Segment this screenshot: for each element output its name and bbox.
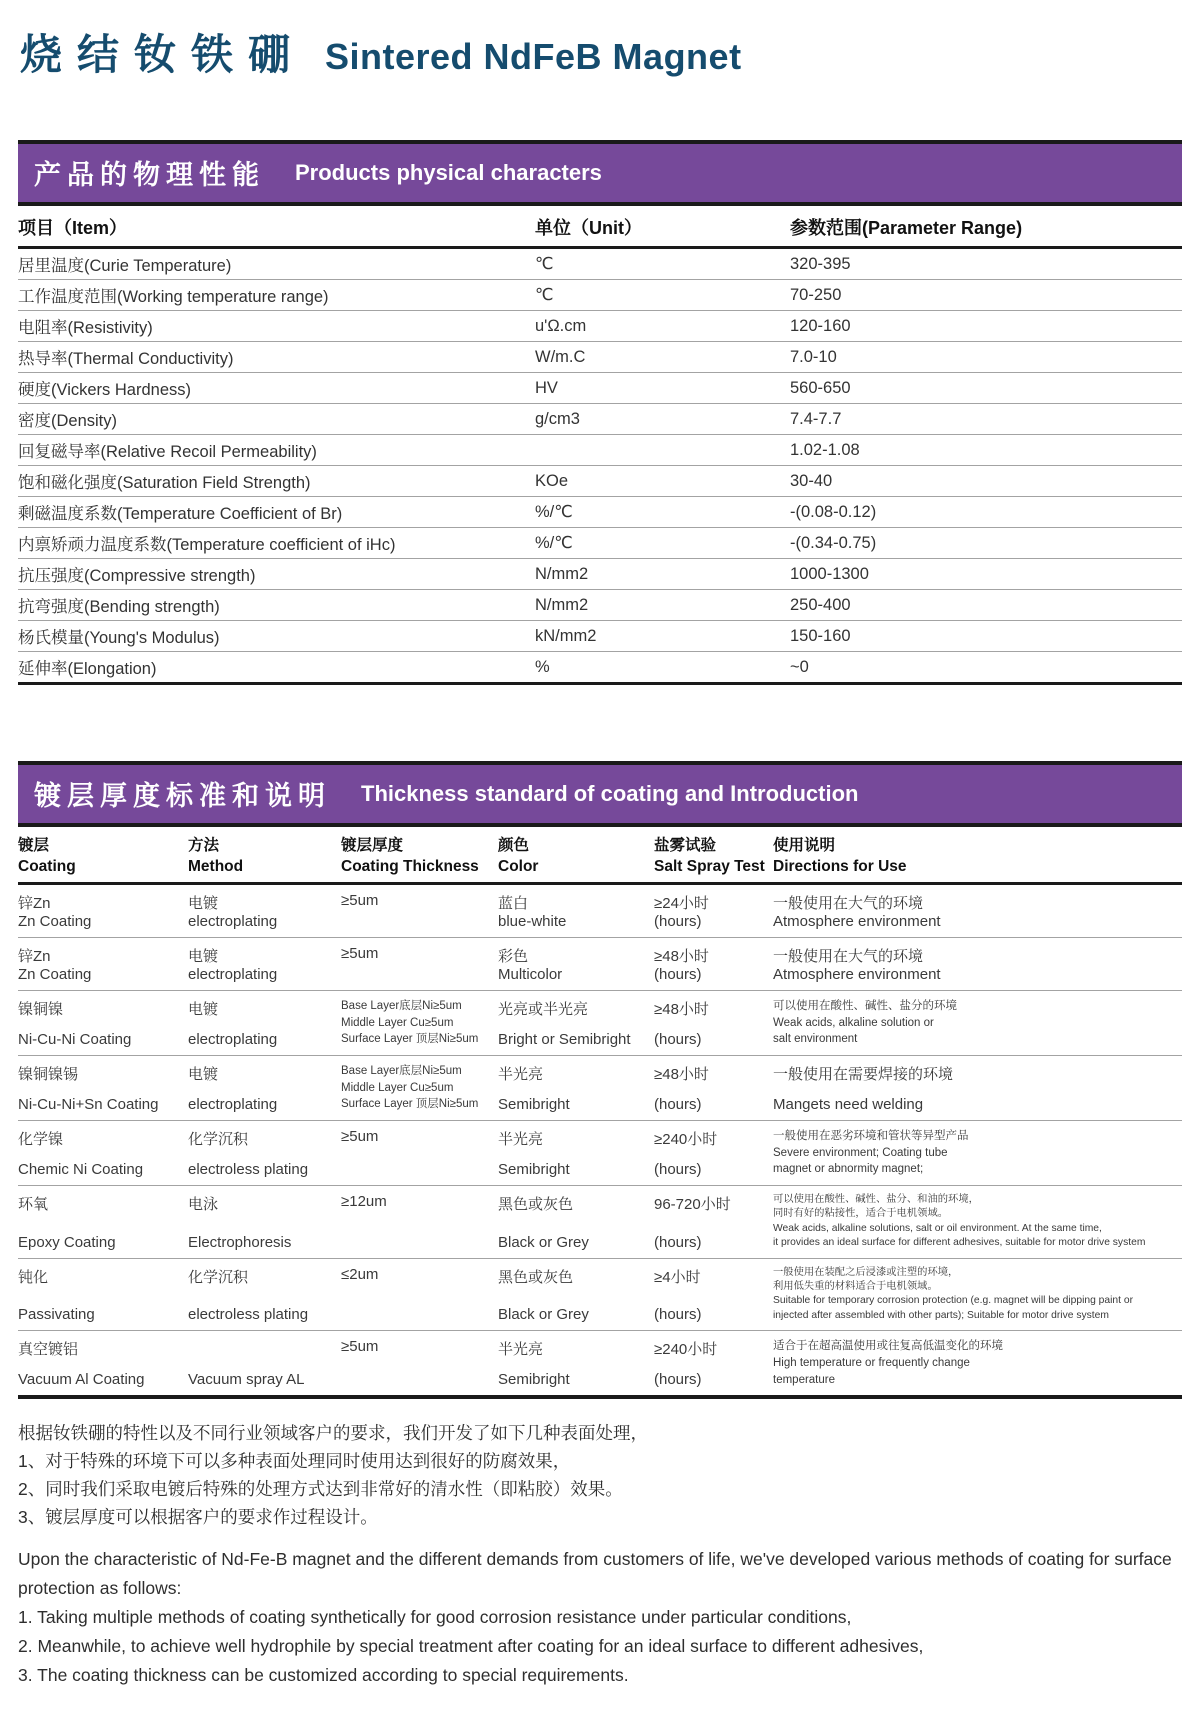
cell-line: ≥24小时 [654, 895, 709, 912]
cell-range: ~0 [790, 657, 809, 676]
cell-line: (hours) [654, 1371, 702, 1389]
cell-unit: kN/mm2 [535, 626, 597, 645]
cell-line: High temperature or frequently change [773, 1356, 970, 1369]
physical-header-unit: 单位（Unit） [535, 218, 642, 238]
cell-thickness [341, 1338, 498, 1388]
cell-line: Bright or Semibright [498, 1031, 631, 1049]
physical-header-item: 项目（Item） [18, 218, 128, 238]
cell-line: Zn Coating [18, 913, 92, 930]
physical-section-banner [18, 140, 1182, 206]
cell-directions [773, 1266, 1182, 1324]
header-zh: 镀层厚度 [341, 837, 404, 854]
cell-line: (hours) [654, 966, 702, 983]
cell-salt [654, 1063, 773, 1113]
physical-property-row [18, 589, 1182, 620]
physical-property-row [18, 434, 1182, 465]
cell-line: Passivating [18, 1306, 95, 1324]
coating-table [18, 827, 1182, 1399]
physical-banner-zh: 产品的物理性能 [34, 160, 265, 190]
header-en: Directions for Use [773, 858, 907, 875]
cell-method [188, 1193, 341, 1251]
cell-line: Epoxy Coating [18, 1233, 116, 1251]
coating-header-directions [773, 833, 1182, 876]
cell-unit: %/℃ [535, 503, 573, 521]
cell-coating [18, 892, 188, 930]
cell-salt [654, 1338, 773, 1388]
physical-property-row [18, 403, 1182, 434]
cell-line: Suitable for temporary corrosion protection (e.g. magnet will be dipping paint or [773, 1295, 1134, 1307]
physical-table-header [18, 206, 1182, 249]
cell-item: 硬度(Vickers Hardness) [18, 381, 191, 399]
cell-line: (hours) [654, 1096, 702, 1114]
cell-item: 密度(Density) [18, 412, 118, 430]
cell-coating [18, 1266, 188, 1324]
cell-line: 锌Zn [18, 948, 51, 965]
physical-table [18, 206, 1182, 685]
cell-line: ≥48小时 [654, 1066, 709, 1084]
cell-method [188, 1063, 341, 1113]
cell-line: electroplating [188, 966, 278, 983]
cell-line: Mangets need welding [773, 1096, 924, 1114]
cell-color [498, 1128, 654, 1178]
cell-range: 1.02-1.08 [790, 440, 860, 459]
coating-header-salt [654, 833, 773, 876]
cell-line: magnet or abnormity magnet; [773, 1163, 924, 1176]
cell-unit: u'Ω.cm [535, 316, 587, 335]
cell-line [188, 1338, 333, 1353]
cell-line: salt environment [773, 1033, 858, 1046]
physical-property-row [18, 341, 1182, 372]
cell-color [498, 1338, 654, 1388]
cell-method [188, 1128, 341, 1178]
cell-directions [773, 1193, 1182, 1251]
page-title-zh: 烧结钕铁硼 [20, 31, 306, 78]
cell-directions [773, 945, 1182, 983]
cell-coating [18, 1193, 188, 1251]
cell-thickness [341, 945, 498, 983]
cell-line: 真空镀铝 [18, 1341, 79, 1359]
header-zh: 盐雾试验 [654, 837, 717, 854]
cell-line: 可以使用在酸性、碱性、盐分的环境 [773, 1000, 957, 1012]
notes-english [18, 1545, 1182, 1690]
coating-header-color [498, 833, 654, 876]
cell-line: 电镀 [188, 895, 219, 912]
cell-thickness [341, 1128, 498, 1178]
coating-header-thickness [341, 833, 498, 876]
cell-thickness [341, 892, 498, 930]
cell-method [188, 998, 341, 1048]
cell-line: ≥240小时 [654, 1341, 718, 1359]
cell-line: Base Layer底层Ni≥5um [341, 1065, 462, 1078]
notes-zh-item: 2、同时我们采取电镀后特殊的处理方式达到非常好的清水性（即粘胶）效果。 [18, 1479, 623, 1500]
cell-item: 热导率(Thermal Conductivity) [18, 350, 234, 368]
cell-item: 内禀矫顽力温度系数(Temperature coefficient of iHc) [18, 536, 396, 554]
cell-directions [773, 998, 1182, 1048]
cell-item: 居里温度(Curie Temperature) [18, 257, 232, 275]
notes-chinese [18, 1419, 1182, 1531]
cell-coating [18, 998, 188, 1048]
cell-color [498, 998, 654, 1048]
cell-line: Base Layer底层Ni≥5um [341, 1000, 462, 1012]
cell-range: 150-160 [790, 626, 851, 645]
cell-line: 一般使用在大气的环境 [773, 895, 924, 912]
cell-range: 7.4-7.7 [790, 409, 842, 428]
cell-salt [654, 945, 773, 983]
cell-method [188, 892, 341, 930]
cell-line: (hours) [654, 913, 702, 930]
cell-item: 抗弯强度(Bending strength) [18, 598, 220, 616]
page-title [20, 22, 1182, 82]
cell-range: 560-650 [790, 378, 851, 397]
cell-unit: W/m.C [535, 347, 586, 366]
cell-salt [654, 1193, 773, 1251]
cell-line: 化学镍 [18, 1131, 64, 1149]
cell-item: 饱和磁化强度(Saturation Field Strength) [18, 474, 311, 492]
notes-en-intro: Upon the characteristic of Nd-Fe-B magnet and the different demands from customers of life, we've developed various methods of coating for surface protection as follows: [18, 1549, 1172, 1599]
cell-method [188, 1266, 341, 1324]
cell-thickness [341, 1193, 498, 1251]
cell-line: Semibright [498, 1161, 570, 1179]
cell-item: 电阻率(Resistivity) [18, 319, 153, 337]
physical-property-row [18, 620, 1182, 651]
cell-range: 1000-1300 [790, 564, 869, 583]
coating-table-header [18, 827, 1182, 885]
cell-line: 电泳 [188, 1196, 219, 1214]
cell-range: 30-40 [790, 471, 833, 490]
cell-line: 电镀 [188, 1001, 219, 1018]
header-en: Color [498, 858, 539, 875]
physical-banner-en: Products physical characters [295, 159, 602, 185]
cell-line: (hours) [654, 1031, 702, 1049]
cell-line: Multicolor [498, 966, 563, 983]
cell-line: Weak acids, alkaline solution or [773, 1016, 934, 1029]
cell-line: Surface Layer 顶层Ni≥5um [341, 1098, 479, 1111]
cell-method [188, 945, 341, 983]
physical-property-row [18, 527, 1182, 558]
cell-line: 化学沉积 [188, 1268, 249, 1286]
header-en: Salt Spray Test [654, 858, 765, 875]
physical-property-row [18, 558, 1182, 589]
cell-method [188, 1338, 341, 1388]
physical-property-row [18, 465, 1182, 496]
cell-color [498, 892, 654, 930]
cell-color [498, 1193, 654, 1251]
cell-line: 同时有好的粘接性，适合于电机领域。 [773, 1208, 949, 1220]
coating-row [18, 1055, 1182, 1120]
cell-line: Electrophoresis [188, 1233, 292, 1251]
cell-color [498, 1266, 654, 1324]
notes-zh-intro: 根据钕铁硼的特性以及不同行业领域客户的要求，我们开发了如下几种表面处理， [18, 1423, 648, 1444]
header-en: Method [188, 858, 244, 875]
cell-range: 70-250 [790, 285, 842, 304]
cell-line: Ni-Cu-Ni Coating [18, 1031, 132, 1049]
cell-coating [18, 945, 188, 983]
coating-banner-zh: 镀层厚度标准和说明 [34, 781, 331, 811]
coating-section-banner [18, 761, 1182, 827]
cell-line: Black or Grey [498, 1233, 589, 1251]
cell-line: (hours) [654, 1233, 702, 1251]
cell-salt [654, 892, 773, 930]
physical-header-range: 参数范围(Parameter Range) [790, 218, 1023, 238]
cell-unit: N/mm2 [535, 595, 589, 614]
cell-line: ≥5um [341, 945, 379, 962]
cell-item: 工作温度范围(Working temperature range) [18, 288, 329, 306]
header-en: Coating [18, 858, 76, 875]
cell-line: 镍铜镍 [18, 1001, 64, 1018]
cell-unit: g/cm3 [535, 409, 580, 428]
cell-line: 适合于在超高温使用或往复高低温变化的环境 [773, 1340, 1003, 1353]
cell-line: electroless plating [188, 1306, 309, 1324]
cell-line: Vacuum Al Coating [18, 1371, 145, 1389]
cell-line: (hours) [654, 1306, 702, 1324]
cell-coating [18, 1128, 188, 1178]
cell-line: Black or Grey [498, 1306, 589, 1324]
cell-line: ≥240小时 [654, 1131, 718, 1149]
cell-salt [654, 998, 773, 1048]
notes-zh-item: 1、对于特殊的环境下可以多种表面处理同时使用达到很好的防腐效果， [18, 1451, 571, 1472]
notes-en-item: 3. The coating thickness can be customized according to special requirements. [18, 1665, 629, 1686]
cell-line: 半光亮 [498, 1341, 544, 1359]
header-zh: 方法 [188, 837, 220, 854]
cell-line: Semibright [498, 1371, 570, 1389]
physical-property-row [18, 249, 1182, 279]
cell-item: 剩磁温度系数(Temperature Coefficient of Br) [18, 505, 343, 523]
cell-line: ≥5um [341, 1128, 379, 1146]
physical-property-row [18, 310, 1182, 341]
physical-property-row [18, 651, 1182, 682]
cell-directions [773, 1338, 1182, 1388]
cell-line: 一般使用在大气的环境 [773, 948, 924, 965]
cell-line: Severe environment; Coating tube [773, 1146, 948, 1159]
physical-property-row [18, 279, 1182, 310]
header-zh: 颜色 [498, 837, 530, 854]
cell-unit: N/mm2 [535, 564, 589, 583]
cell-unit: %/℃ [535, 534, 573, 552]
cell-coating [18, 1338, 188, 1388]
cell-item: 延伸率(Elongation) [18, 660, 157, 678]
physical-property-row [18, 372, 1182, 403]
cell-line: 一般使用在装配之后浸漆或注塑的环境， [773, 1266, 959, 1278]
cell-salt [654, 1266, 773, 1324]
cell-line: 环氧 [18, 1196, 49, 1214]
cell-line: Weak acids, alkaline solutions, salt or oil environment. At the same time, [773, 1222, 1102, 1234]
cell-line: blue-white [498, 913, 567, 930]
cell-line: 光亮或半光亮 [498, 1001, 589, 1018]
cell-line: electroless plating [188, 1161, 309, 1179]
cell-color [498, 1063, 654, 1113]
physical-table-body [18, 249, 1182, 682]
cell-salt [654, 1128, 773, 1178]
cell-line: ≥48小时 [654, 1001, 709, 1018]
cell-line: Middle Layer Cu≥5um [341, 1016, 454, 1029]
header-zh: 使用说明 [773, 837, 836, 854]
cell-line: electroplating [188, 1031, 278, 1049]
cell-line: 蓝白 [498, 895, 529, 912]
cell-line: injected after assembled with other parts); Suitable for motor drive system [773, 1309, 1109, 1321]
cell-line: ≤2um [341, 1265, 379, 1283]
cell-line: ≥5um [341, 1338, 379, 1356]
cell-line: Ni-Cu-Ni+Sn Coating [18, 1096, 159, 1114]
cell-line: 96-720小时 [654, 1196, 731, 1214]
coating-row [18, 1185, 1182, 1258]
cell-range: -(0.08-0.12) [790, 502, 877, 521]
cell-directions [773, 1063, 1182, 1113]
cell-unit: ℃ [535, 286, 554, 304]
physical-property-row [18, 496, 1182, 527]
coating-row [18, 1120, 1182, 1185]
cell-item: 回复磁导率(Relative Recoil Permeability) [18, 443, 317, 461]
cell-thickness [341, 998, 498, 1048]
cell-line: it provides an ideal surface for different adhesives, suitable for motor drive system [773, 1237, 1146, 1249]
cell-line: 一般使用在恶劣环境和管状等异型产品 [773, 1130, 969, 1143]
cell-line: 镍铜镍锡 [18, 1066, 79, 1084]
cell-unit: ℃ [535, 255, 554, 273]
cell-range: 7.0-10 [790, 347, 837, 366]
cell-line: 彩色 [498, 948, 529, 965]
cell-line: Atmosphere environment [773, 966, 941, 983]
cell-item: 抗压强度(Compressive strength) [18, 567, 256, 585]
cell-line: Vacuum spray AL [188, 1371, 305, 1389]
cell-line: 黑色或灰色 [498, 1268, 574, 1286]
header-zh: 镀层 [18, 837, 50, 854]
cell-thickness [341, 1266, 498, 1324]
cell-thickness [341, 1063, 498, 1113]
cell-unit: HV [535, 378, 558, 397]
cell-line: 电镀 [188, 948, 219, 965]
cell-line: Semibright [498, 1096, 570, 1114]
coating-row [18, 1330, 1182, 1395]
cell-color [498, 945, 654, 983]
coating-banner-en: Thickness standard of coating and Introduction [361, 780, 859, 806]
cell-range: 320-395 [790, 254, 851, 273]
cell-line: ≥5um [341, 892, 379, 909]
coating-row [18, 1258, 1182, 1331]
coating-header-method [188, 833, 341, 876]
cell-line: electroplating [188, 1096, 278, 1114]
cell-unit: % [535, 657, 550, 676]
cell-line: 利用低失重的材料适合于电机领域。 [773, 1281, 938, 1293]
notes-en-item: 1. Taking multiple methods of coating synthetically for good corrosion resistance under particular conditions, [18, 1607, 852, 1628]
cell-line: 钝化 [18, 1268, 49, 1286]
page-title-en: Sintered NdFeB Magnet [325, 36, 742, 77]
cell-line: 黑色或灰色 [498, 1196, 574, 1214]
cell-line: 电镀 [188, 1066, 219, 1084]
cell-line: 锌Zn [18, 895, 51, 912]
cell-directions [773, 1128, 1182, 1178]
cell-item: 杨氏模量(Young's Modulus) [18, 629, 220, 647]
cell-line: 半光亮 [498, 1131, 544, 1149]
cell-line: Zn Coating [18, 966, 92, 983]
notes-zh-item: 3、镀层厚度可以根据客户的要求作过程设计。 [18, 1507, 378, 1528]
header-en: Coating Thickness [341, 858, 479, 875]
cell-range: 250-400 [790, 595, 851, 614]
coating-row [18, 990, 1182, 1055]
coating-row [18, 937, 1182, 990]
cell-line: 半光亮 [498, 1066, 544, 1084]
cell-directions [773, 892, 1182, 930]
cell-coating [18, 1063, 188, 1113]
cell-line: ≥12um [341, 1193, 387, 1211]
cell-line: ≥48小时 [654, 948, 709, 965]
cell-line: 化学沉积 [188, 1131, 249, 1149]
notes-en-item: 2. Meanwhile, to achieve well hydrophile by special treatment after coating for an ideal surface to different adhesives, [18, 1636, 924, 1657]
coating-header-coating [18, 833, 188, 876]
cell-line: Surface Layer 顶层Ni≥5um [341, 1033, 479, 1046]
cell-range: -(0.34-0.75) [790, 533, 877, 552]
cell-line: electroplating [188, 913, 278, 930]
cell-line: Chemic Ni Coating [18, 1161, 144, 1179]
cell-line: ≥4小时 [654, 1268, 701, 1286]
cell-range: 120-160 [790, 316, 851, 335]
cell-line: (hours) [654, 1161, 702, 1179]
coating-table-body [18, 885, 1182, 1395]
cell-line: Atmosphere environment [773, 913, 941, 930]
cell-line: temperature [773, 1373, 836, 1386]
cell-line: 一般使用在需要焊接的环境 [773, 1066, 954, 1084]
coating-row [18, 885, 1182, 937]
cell-line: Middle Layer Cu≥5um [341, 1081, 454, 1094]
cell-unit: KOe [535, 471, 569, 490]
cell-line: 可以使用在酸性、碱性、盐分、和油的环境， [773, 1194, 979, 1206]
